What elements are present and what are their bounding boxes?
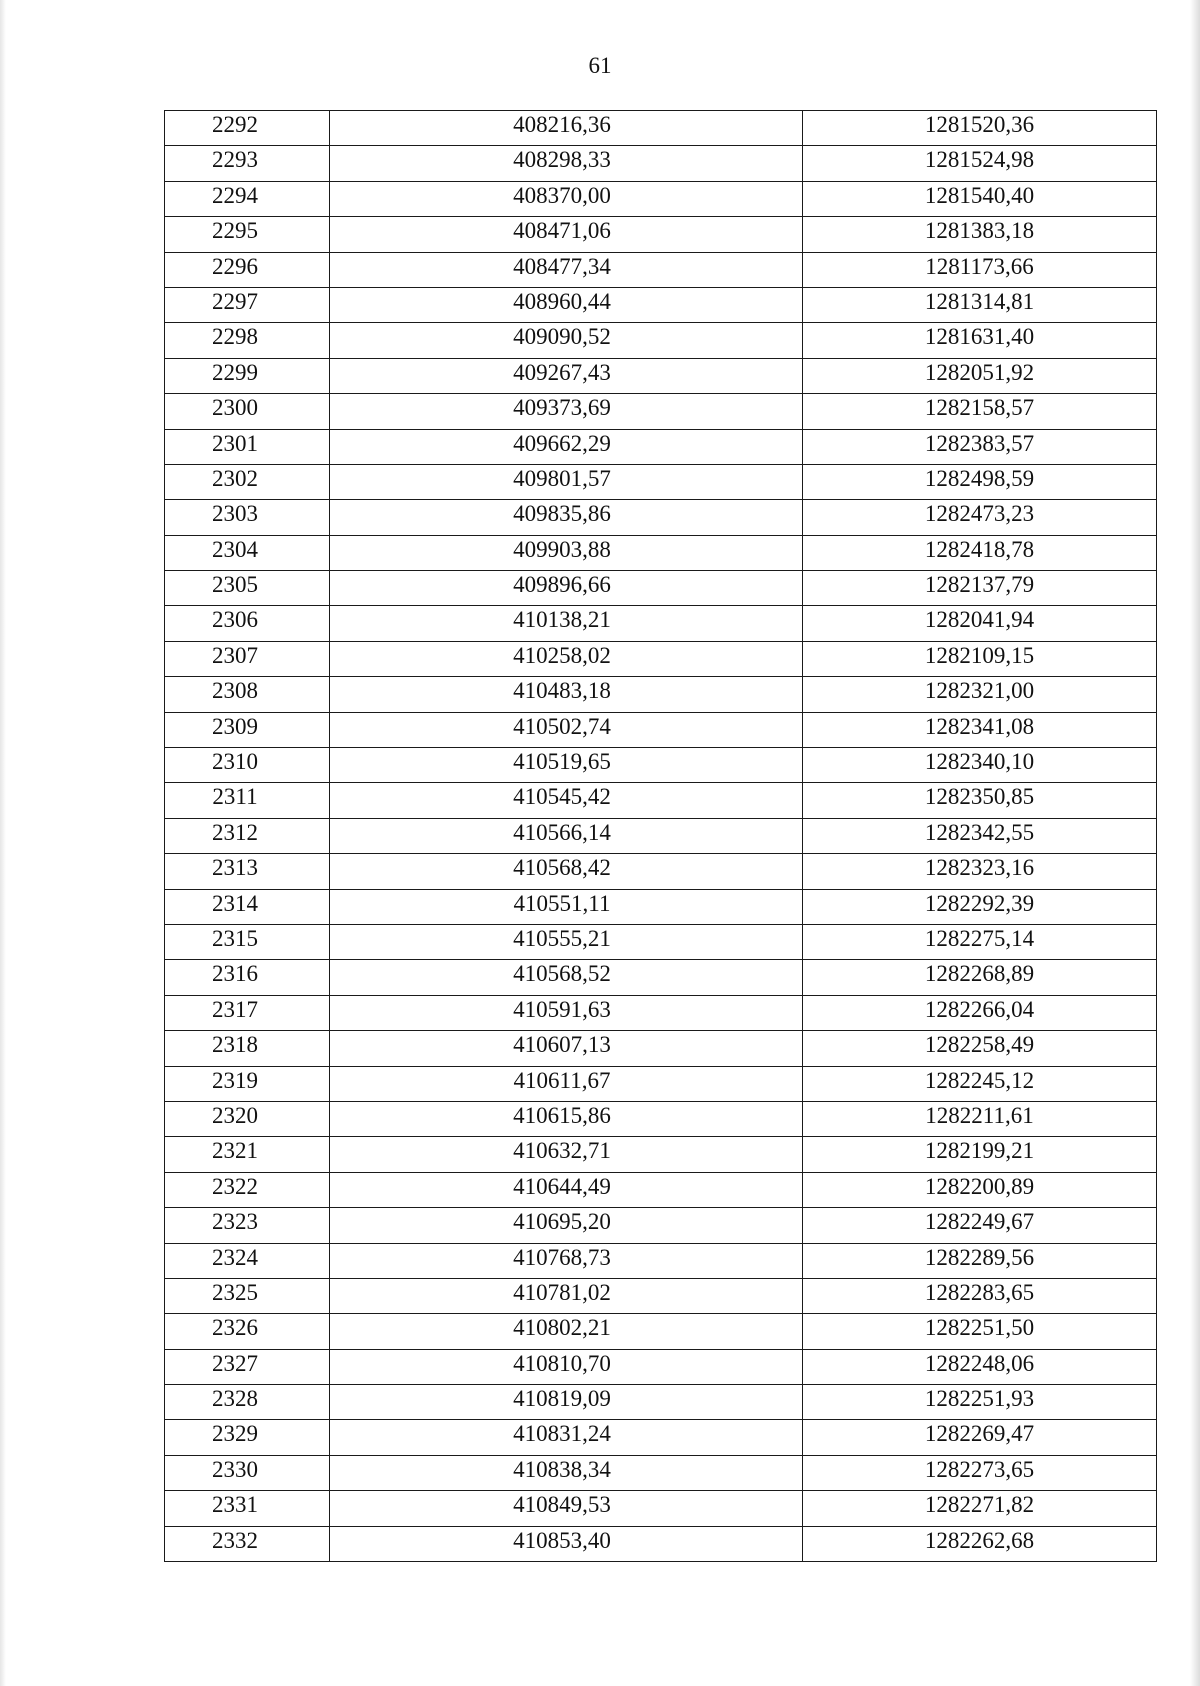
x-coordinate-cell: 410551,11 <box>330 889 803 924</box>
x-coordinate-cell: 408298,33 <box>330 146 803 181</box>
point-number-cell: 2295 <box>165 217 330 252</box>
table-row <box>165 1066 1157 1101</box>
point-number-cell: 2326 <box>165 1314 330 1349</box>
x-coordinate-cell: 410545,42 <box>330 783 803 818</box>
table-row <box>165 712 1157 747</box>
y-coordinate-cell: 1282258,49 <box>803 1031 1157 1066</box>
x-coordinate-cell: 408370,00 <box>330 181 803 216</box>
point-number-cell: 2296 <box>165 252 330 287</box>
table-row <box>165 571 1157 606</box>
point-number-cell: 2332 <box>165 1526 330 1561</box>
y-coordinate-cell: 1282273,65 <box>803 1455 1157 1490</box>
y-coordinate-cell: 1282268,89 <box>803 960 1157 995</box>
x-coordinate-cell: 410849,53 <box>330 1491 803 1526</box>
y-coordinate-cell: 1282292,39 <box>803 889 1157 924</box>
point-number-cell: 2307 <box>165 641 330 676</box>
y-coordinate-cell: 1281173,66 <box>803 252 1157 287</box>
point-number-cell: 2308 <box>165 677 330 712</box>
x-coordinate-cell: 410838,34 <box>330 1455 803 1490</box>
table-row <box>165 358 1157 393</box>
point-number-cell: 2303 <box>165 500 330 535</box>
y-coordinate-cell: 1282283,65 <box>803 1278 1157 1313</box>
point-number-cell: 2310 <box>165 748 330 783</box>
table-row <box>165 429 1157 464</box>
table-row <box>165 252 1157 287</box>
y-coordinate-cell: 1281524,98 <box>803 146 1157 181</box>
point-number-cell: 2318 <box>165 1031 330 1066</box>
x-coordinate-cell: 409662,29 <box>330 429 803 464</box>
y-coordinate-cell: 1282350,85 <box>803 783 1157 818</box>
table-row <box>165 394 1157 429</box>
table-row <box>165 1385 1157 1420</box>
point-number-cell: 2321 <box>165 1137 330 1172</box>
x-coordinate-cell: 410768,73 <box>330 1243 803 1278</box>
x-coordinate-cell: 409373,69 <box>330 394 803 429</box>
x-coordinate-cell: 410502,74 <box>330 712 803 747</box>
point-number-cell: 2300 <box>165 394 330 429</box>
point-number-cell: 2292 <box>165 111 330 146</box>
y-coordinate-cell: 1281314,81 <box>803 287 1157 322</box>
x-coordinate-cell: 410810,70 <box>330 1349 803 1384</box>
y-coordinate-cell: 1282498,59 <box>803 464 1157 499</box>
x-coordinate-cell: 409903,88 <box>330 535 803 570</box>
point-number-cell: 2294 <box>165 181 330 216</box>
point-number-cell: 2322 <box>165 1172 330 1207</box>
y-coordinate-cell: 1282340,10 <box>803 748 1157 783</box>
table-row <box>165 854 1157 889</box>
table-row <box>165 960 1157 995</box>
x-coordinate-cell: 410568,42 <box>330 854 803 889</box>
page-edge-right <box>1190 0 1200 1686</box>
point-number-cell: 2313 <box>165 854 330 889</box>
y-coordinate-cell: 1282289,56 <box>803 1243 1157 1278</box>
point-number-cell: 2327 <box>165 1349 330 1384</box>
y-coordinate-cell: 1281540,40 <box>803 181 1157 216</box>
table-row <box>165 818 1157 853</box>
table-row <box>165 1031 1157 1066</box>
y-coordinate-cell: 1282137,79 <box>803 571 1157 606</box>
x-coordinate-cell: 410644,49 <box>330 1172 803 1207</box>
point-number-cell: 2297 <box>165 287 330 322</box>
y-coordinate-cell: 1281383,18 <box>803 217 1157 252</box>
point-number-cell: 2314 <box>165 889 330 924</box>
x-coordinate-cell: 409267,43 <box>330 358 803 393</box>
point-number-cell: 2298 <box>165 323 330 358</box>
table-row <box>165 1172 1157 1207</box>
point-number-cell: 2304 <box>165 535 330 570</box>
table-row <box>165 1208 1157 1243</box>
table-row <box>165 287 1157 322</box>
y-coordinate-cell: 1282251,93 <box>803 1385 1157 1420</box>
y-coordinate-cell: 1282109,15 <box>803 641 1157 676</box>
x-coordinate-cell: 410258,02 <box>330 641 803 676</box>
point-number-cell: 2315 <box>165 924 330 959</box>
x-coordinate-cell: 410607,13 <box>330 1031 803 1066</box>
point-number-cell: 2319 <box>165 1066 330 1101</box>
point-number-cell: 2306 <box>165 606 330 641</box>
page-number: 61 <box>588 53 612 78</box>
table-row <box>165 500 1157 535</box>
y-coordinate-cell: 1282383,57 <box>803 429 1157 464</box>
point-number-cell: 2312 <box>165 818 330 853</box>
x-coordinate-cell: 410831,24 <box>330 1420 803 1455</box>
x-coordinate-cell: 410519,65 <box>330 748 803 783</box>
point-number-cell: 2325 <box>165 1278 330 1313</box>
x-coordinate-cell: 409835,86 <box>330 500 803 535</box>
table-row <box>165 924 1157 959</box>
x-coordinate-cell: 410568,52 <box>330 960 803 995</box>
x-coordinate-cell: 409801,57 <box>330 464 803 499</box>
point-number-cell: 2329 <box>165 1420 330 1455</box>
y-coordinate-cell: 1282262,68 <box>803 1526 1157 1561</box>
point-number-cell: 2302 <box>165 464 330 499</box>
table-row <box>165 1526 1157 1561</box>
table-row <box>165 1420 1157 1455</box>
table-row <box>165 1491 1157 1526</box>
table-row <box>165 1349 1157 1384</box>
y-coordinate-cell: 1282245,12 <box>803 1066 1157 1101</box>
x-coordinate-cell: 409896,66 <box>330 571 803 606</box>
table-row <box>165 1101 1157 1136</box>
point-number-cell: 2311 <box>165 783 330 818</box>
y-coordinate-cell: 1282200,89 <box>803 1172 1157 1207</box>
point-number-cell: 2299 <box>165 358 330 393</box>
x-coordinate-cell: 408477,34 <box>330 252 803 287</box>
table-row <box>165 181 1157 216</box>
page-edge-left <box>0 0 6 1686</box>
point-number-cell: 2316 <box>165 960 330 995</box>
table-row <box>165 783 1157 818</box>
y-coordinate-cell: 1282418,78 <box>803 535 1157 570</box>
table-row <box>165 677 1157 712</box>
coordinates-table <box>164 110 1157 1562</box>
point-number-cell: 2323 <box>165 1208 330 1243</box>
table-row <box>165 217 1157 252</box>
y-coordinate-cell: 1282051,92 <box>803 358 1157 393</box>
y-coordinate-cell: 1282199,21 <box>803 1137 1157 1172</box>
x-coordinate-cell: 409090,52 <box>330 323 803 358</box>
y-coordinate-cell: 1282473,23 <box>803 500 1157 535</box>
x-coordinate-cell: 410566,14 <box>330 818 803 853</box>
table-row <box>165 1243 1157 1278</box>
y-coordinate-cell: 1282266,04 <box>803 995 1157 1030</box>
point-number-cell: 2320 <box>165 1101 330 1136</box>
y-coordinate-cell: 1282249,67 <box>803 1208 1157 1243</box>
point-number-cell: 2330 <box>165 1455 330 1490</box>
y-coordinate-cell: 1281631,40 <box>803 323 1157 358</box>
table-row <box>165 464 1157 499</box>
y-coordinate-cell: 1282275,14 <box>803 924 1157 959</box>
x-coordinate-cell: 408216,36 <box>330 111 803 146</box>
x-coordinate-cell: 410483,18 <box>330 677 803 712</box>
point-number-cell: 2305 <box>165 571 330 606</box>
x-coordinate-cell: 410819,09 <box>330 1385 803 1420</box>
table-row <box>165 606 1157 641</box>
table-row <box>165 748 1157 783</box>
table-row <box>165 641 1157 676</box>
y-coordinate-cell: 1282251,50 <box>803 1314 1157 1349</box>
table-row <box>165 889 1157 924</box>
table-row <box>165 1278 1157 1313</box>
x-coordinate-cell: 410632,71 <box>330 1137 803 1172</box>
x-coordinate-cell: 410853,40 <box>330 1526 803 1561</box>
x-coordinate-cell: 408960,44 <box>330 287 803 322</box>
table-row <box>165 1314 1157 1349</box>
y-coordinate-cell: 1282341,08 <box>803 712 1157 747</box>
point-number-cell: 2328 <box>165 1385 330 1420</box>
y-coordinate-cell: 1282269,47 <box>803 1420 1157 1455</box>
table-row <box>165 1455 1157 1490</box>
x-coordinate-cell: 410611,67 <box>330 1066 803 1101</box>
x-coordinate-cell: 410615,86 <box>330 1101 803 1136</box>
y-coordinate-cell: 1282271,82 <box>803 1491 1157 1526</box>
point-number-cell: 2293 <box>165 146 330 181</box>
y-coordinate-cell: 1282158,57 <box>803 394 1157 429</box>
y-coordinate-cell: 1282342,55 <box>803 818 1157 853</box>
x-coordinate-cell: 408471,06 <box>330 217 803 252</box>
x-coordinate-cell: 410802,21 <box>330 1314 803 1349</box>
table-row <box>165 1137 1157 1172</box>
x-coordinate-cell: 410591,63 <box>330 995 803 1030</box>
table-row <box>165 323 1157 358</box>
y-coordinate-cell: 1281520,36 <box>803 111 1157 146</box>
y-coordinate-cell: 1282321,00 <box>803 677 1157 712</box>
table-row <box>165 111 1157 146</box>
x-coordinate-cell: 410138,21 <box>330 606 803 641</box>
y-coordinate-cell: 1282041,94 <box>803 606 1157 641</box>
x-coordinate-cell: 410695,20 <box>330 1208 803 1243</box>
point-number-cell: 2309 <box>165 712 330 747</box>
coordinates-table-body <box>165 111 1157 1562</box>
y-coordinate-cell: 1282211,61 <box>803 1101 1157 1136</box>
table-row <box>165 995 1157 1030</box>
x-coordinate-cell: 410781,02 <box>330 1278 803 1313</box>
y-coordinate-cell: 1282248,06 <box>803 1349 1157 1384</box>
point-number-cell: 2324 <box>165 1243 330 1278</box>
y-coordinate-cell: 1282323,16 <box>803 854 1157 889</box>
point-number-cell: 2301 <box>165 429 330 464</box>
table-row <box>165 146 1157 181</box>
table-row <box>165 535 1157 570</box>
x-coordinate-cell: 410555,21 <box>330 924 803 959</box>
point-number-cell: 2331 <box>165 1491 330 1526</box>
point-number-cell: 2317 <box>165 995 330 1030</box>
